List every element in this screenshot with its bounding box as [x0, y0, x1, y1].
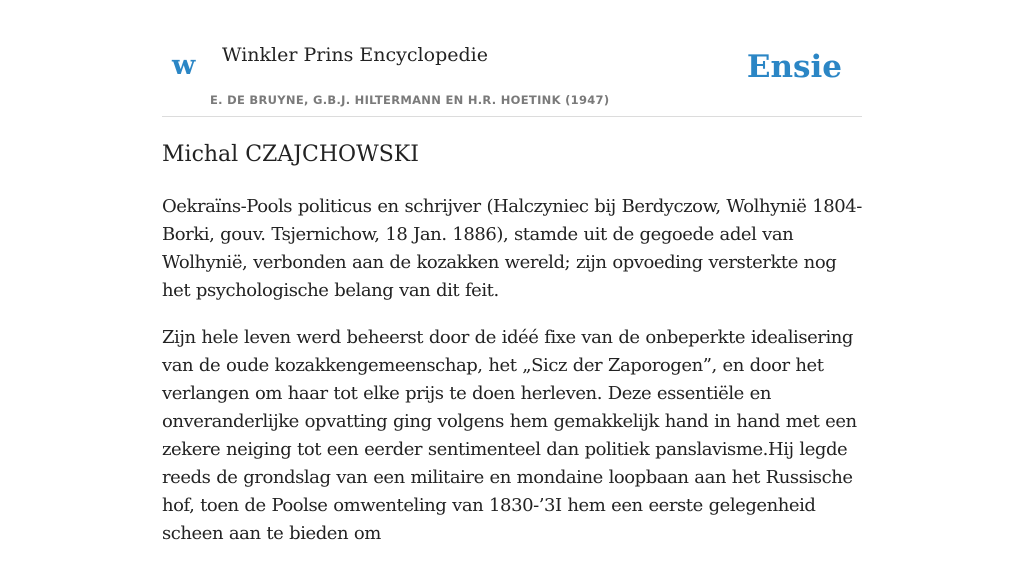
article-paragraph-2: Zijn hele leven werd beheerst door de idéé fixe van de onbeperkte idealisering van de oude kozakkengemeenschap, het „Sicz der Zaporogen”, en door het verlangen om haar tot elke prijs te doen herleven. Deze essentiële en onveranderlijke opvatting ging volgens hem gemakkelijk hand in hand met een zekere neiging tot een eerder sentimenteel dan politiek panslavisme.Hij legde reeds de grondslag van een militaire en mondaine loopbaan aan het Russische hof, toen de Poolse omwenteling van 1830-’3I hem een eerste gelegenheid scheen aan te bieden om — [162, 327, 857, 544]
brand-logo-link[interactable]: Ensie — [746, 49, 842, 85]
article-paragraph-1: Oekraïns-Pools politicus en schrijver (Halczyniec bij Berdyczow, Wolhynië 1804-Borki, gouv. Tsjernichow, 18 Jan. 1886), stamde uit de gegoede adel van Wolhynië, verbonden aan de kozakken wereld; zijn opvoeding versterkte nog het psychologische belang van dit feit. — [162, 196, 862, 301]
article — [162, 138, 862, 567]
authors-line: E. DE BRUYNE, G.B.J. HILTERMANN EN H.R. HOETINK (1947) — [210, 93, 610, 107]
site-title-link[interactable]: Winkler Prins Encyclopedie — [222, 44, 488, 66]
site-logo-icon[interactable]: w — [172, 50, 196, 81]
site-header — [162, 0, 862, 117]
article-title: Michal CZAJCHOWSKI — [162, 142, 419, 167]
